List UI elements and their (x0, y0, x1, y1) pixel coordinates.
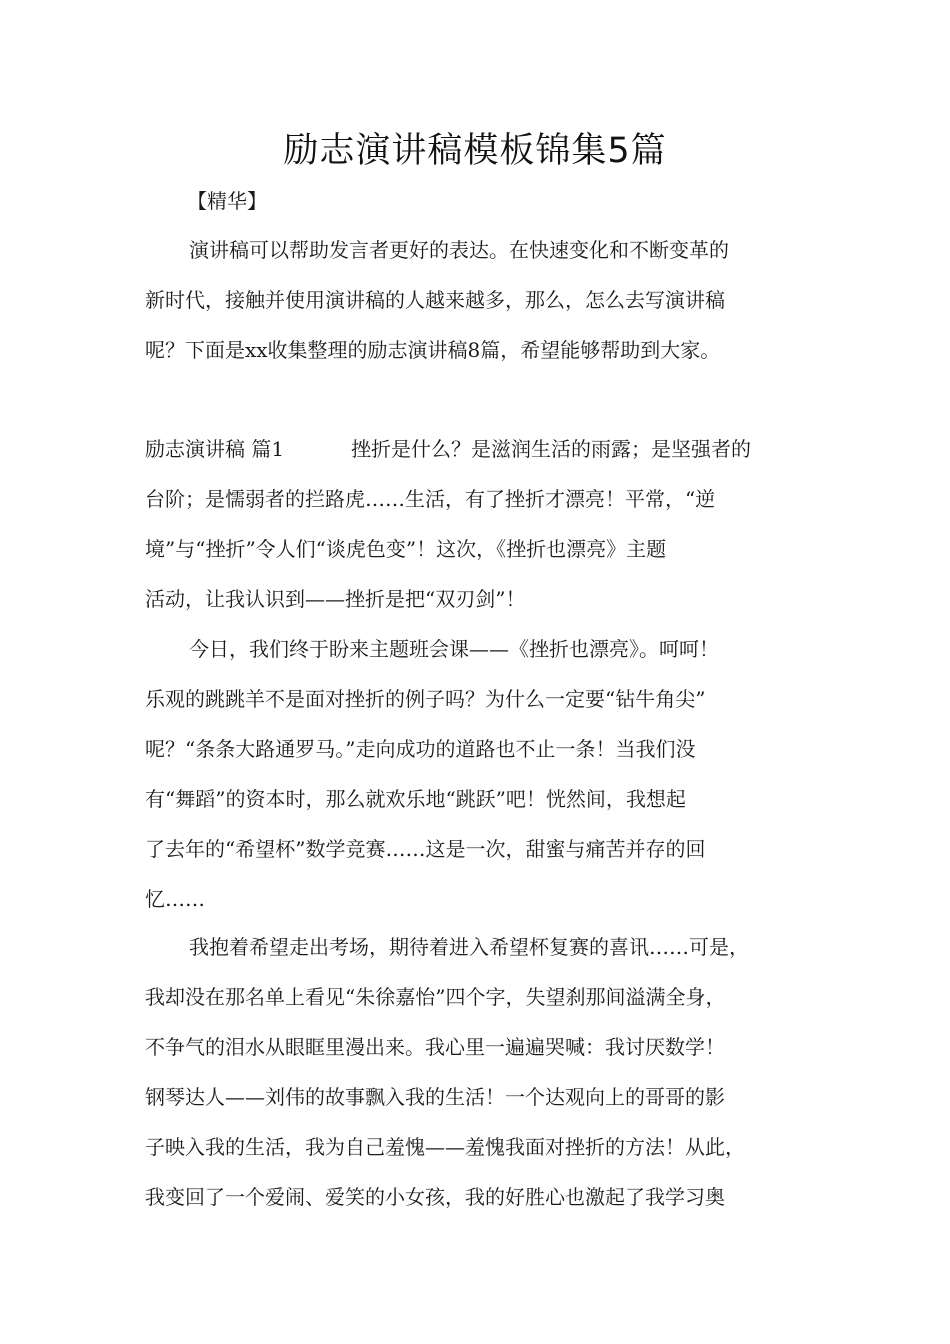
document-tag: 【精华】 (187, 189, 267, 213)
paragraph-3 (145, 922, 810, 1222)
text-line: 台阶；是懦弱者的拦路虎……生活，有了挫折才漂亮！平常，“逆 (145, 487, 716, 511)
text-line: 境”与“挫折”令人们“谈虎色变”！这次，《挫折也漂亮》主题 (145, 537, 667, 561)
text-line: 子映入我的生活，我为自己羞愧——羞愧我面对挫折的方法！从此， (145, 1135, 745, 1159)
section-1 (145, 424, 810, 624)
text-line: 活动，让我认识到——挫折是把“双刃剑”！ (145, 587, 526, 611)
text-line: 我变回了一个爱闹、爱笑的小女孩，我的好胜心也激起了我学习奥 (145, 1185, 725, 1209)
section-1-heading: 励志演讲稿 篇1 (145, 437, 285, 461)
document-title: 励志演讲稿模板锦集5篇 (283, 131, 667, 171)
text-line: 我抱着希望走出考场，期待着进入希望杯复赛的喜讯……可是， (189, 935, 749, 959)
text-line: 乐观的跳跳羊不是面对挫折的例子吗？为什么一定要“钻牛角尖” (145, 687, 706, 711)
text-line: 挫折是什么？是滋润生活的雨露；是坚强者的 (351, 437, 751, 461)
text-line: 了去年的“希望杯”数学竞赛……这是一次，甜蜜与痛苦并存的回 (145, 837, 706, 861)
text-line: 钢琴达人——刘伟的故事飘入我的生活！一个达观向上的哥哥的影 (145, 1085, 725, 1109)
text-line: 有“舞蹈”的资本时，那么就欢乐地“跳跃”吧！恍然间，我想起 (145, 787, 686, 811)
text-line: 呢？下面是xx收集整理的励志演讲稿8篇，希望能够帮助到大家。 (145, 338, 721, 362)
text-line: 今日，我们终于盼来主题班会课——《挫折也漂亮》。呵呵！ (189, 637, 719, 661)
text-line: 我却没在那名单上看见“朱徐嘉怡”四个字，失望刹那间溢满全身， (145, 985, 726, 1009)
text-line: 不争气的泪水从眼眶里漫出来。我心里一遍遍哭喊：我讨厌数学！ (145, 1035, 725, 1059)
text-line: 新时代，接触并使用演讲稿的人越来越多，那么，怎么去写演讲稿 (145, 288, 725, 312)
text-line: 忆…… (145, 887, 205, 911)
text-line: 呢？“条条大路通罗马。”走向成功的道路也不止一条！当我们没 (145, 737, 696, 761)
intro-paragraph (145, 225, 810, 375)
paragraph-2 (145, 624, 810, 924)
text-line: 演讲稿可以帮助发言者更好的表达。在快速变化和不断变革的 (189, 238, 729, 262)
section-1-first-line (145, 424, 810, 474)
